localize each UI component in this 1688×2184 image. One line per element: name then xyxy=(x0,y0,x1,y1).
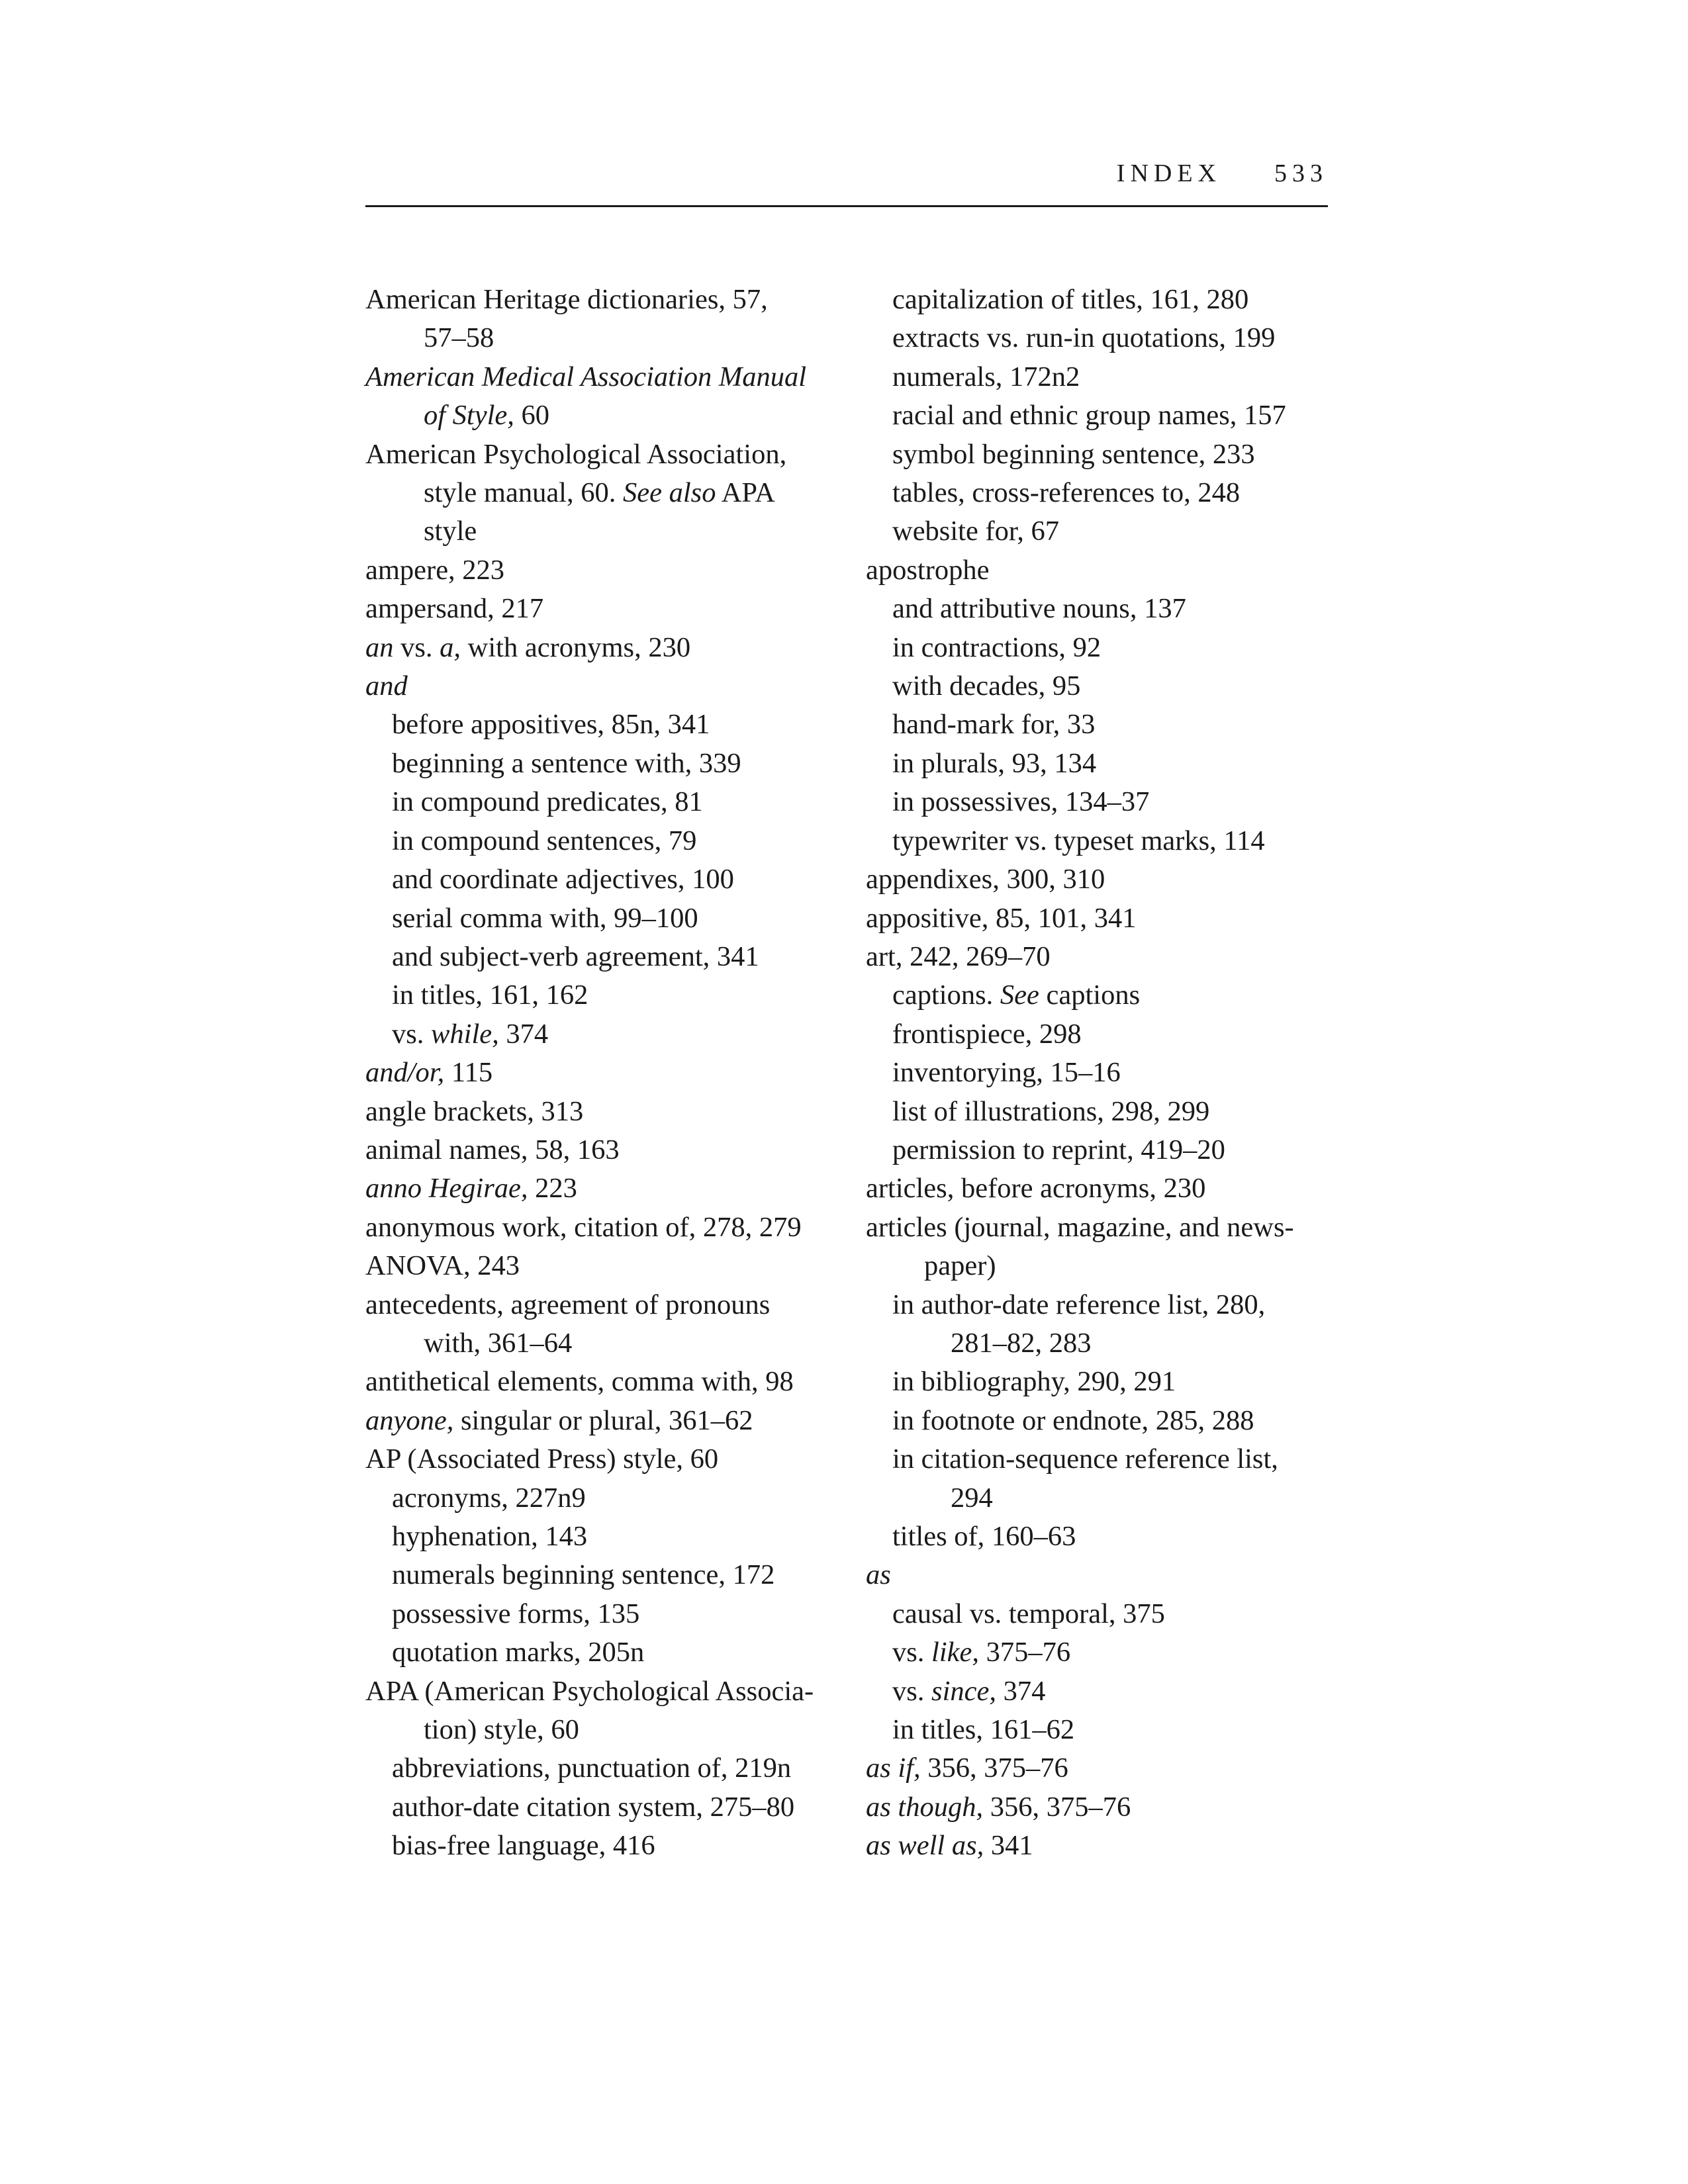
index-subentry xyxy=(866,1711,1329,1749)
italic-text: as well as, xyxy=(866,1830,984,1862)
entry-text: quotation marks, 205n xyxy=(392,1637,645,1668)
entry-text: 294 xyxy=(951,1482,993,1514)
entry-text: in titles, 161–62 xyxy=(892,1714,1075,1746)
entry-text: possessive forms, 135 xyxy=(392,1598,640,1629)
index-subentry xyxy=(866,1402,1329,1440)
entry-text: art, 242, 269–70 xyxy=(866,940,1051,972)
entry-text: 374 xyxy=(996,1675,1046,1707)
index-subentry xyxy=(866,1093,1329,1131)
index-subentry xyxy=(365,976,842,1015)
index-entry xyxy=(365,1131,842,1169)
index-subentry xyxy=(866,667,1329,705)
entry-text: in author-date reference list, 280, xyxy=(892,1289,1266,1320)
index-subentry xyxy=(866,705,1329,744)
italic-text: See xyxy=(1000,979,1039,1011)
entry-text: 341 xyxy=(984,1830,1033,1862)
entry-text: antithetical elements, comma with, 98 xyxy=(365,1366,794,1398)
entry-text: 281–82, 283 xyxy=(951,1327,1092,1359)
index-entry xyxy=(365,551,842,590)
entry-text: American Psychological Association, xyxy=(365,438,787,470)
index-entry xyxy=(365,281,842,358)
italic-text: anno Hegirae, xyxy=(365,1173,528,1205)
index-subentry xyxy=(866,1440,1329,1518)
entry-text: style xyxy=(424,516,477,547)
entry-text: in bibliography, 290, 291 xyxy=(892,1366,1176,1398)
index-entry xyxy=(365,1208,842,1247)
index-subentry xyxy=(365,1518,842,1556)
entry-text: 356, 375–76 xyxy=(920,1752,1068,1784)
italic-text: like, xyxy=(931,1637,980,1668)
italic-text: and/or, xyxy=(365,1057,445,1089)
entry-text: permission to reprint, 419–20 xyxy=(892,1134,1225,1165)
index-subentry xyxy=(365,705,842,744)
index-entry xyxy=(866,899,1329,938)
entry-text: capitalization of titles, 161, 280 xyxy=(892,284,1249,315)
entry-text: APA (American Psychological Associa- xyxy=(365,1675,814,1707)
index-subentry xyxy=(866,319,1329,357)
entry-text: tables, cross-references to, 248 xyxy=(892,477,1241,509)
page-number: 533 xyxy=(1274,159,1328,187)
entry-text: appendixes, 300, 310 xyxy=(866,864,1105,895)
header-title: INDEX xyxy=(1116,159,1221,187)
header-text xyxy=(1117,159,1328,188)
index-subentry xyxy=(365,1827,842,1865)
italic-text: American Medical Association Manual xyxy=(365,361,807,392)
entry-text: before appositives, 85n, 341 xyxy=(392,709,710,741)
index-subentry xyxy=(866,1054,1329,1092)
entry-text: APA xyxy=(716,477,775,509)
italic-text: anyone, xyxy=(365,1404,454,1436)
italic-text: as xyxy=(866,1559,891,1591)
index-subentry xyxy=(365,783,842,821)
italic-text: See also xyxy=(623,477,716,509)
index-entry xyxy=(866,1556,1329,1594)
italic-text: an xyxy=(365,631,394,663)
entry-text: typewriter vs. typeset marks, 114 xyxy=(892,825,1265,856)
entry-text: author-date citation system, 275–80 xyxy=(392,1791,795,1823)
index-entry xyxy=(365,1169,842,1208)
entry-text: beginning a sentence with, 339 xyxy=(392,747,741,779)
entry-text: and subject-verb agreement, 341 xyxy=(392,940,759,972)
entry-text: racial and ethnic group names, 157 xyxy=(892,400,1286,432)
index-subentry xyxy=(866,822,1329,860)
index-subentry xyxy=(866,629,1329,667)
index-entry xyxy=(866,1208,1329,1286)
entry-text: captions. xyxy=(892,979,1000,1011)
entry-text: with decades, 95 xyxy=(892,670,1081,702)
index-entry xyxy=(866,1749,1329,1788)
index-entry xyxy=(365,1440,842,1479)
entry-text: tion) style, 60 xyxy=(424,1714,579,1746)
index-entry xyxy=(866,551,1329,590)
entry-text: hand-mark for, 33 xyxy=(892,709,1096,741)
index-subentry xyxy=(365,899,842,938)
entry-text: vs. xyxy=(892,1637,932,1668)
index-subentry xyxy=(365,938,842,976)
entry-text: extracts vs. run-in quotations, 199 xyxy=(892,322,1276,354)
entry-text: with, 361–64 xyxy=(424,1327,573,1359)
index-entry xyxy=(365,1672,842,1750)
index-subentry xyxy=(365,1749,842,1788)
entry-text: apostrophe xyxy=(866,554,990,586)
entry-text: vs. xyxy=(392,1018,432,1050)
entry-text: anonymous work, citation of, 278, 279 xyxy=(365,1211,802,1243)
entry-text: ANOVA, 243 xyxy=(365,1250,520,1282)
entry-text: in citation-sequence reference list, xyxy=(892,1443,1278,1475)
italic-text: of Style, xyxy=(424,400,514,432)
index-subentry xyxy=(866,396,1329,435)
entry-text: angle brackets, 313 xyxy=(365,1095,584,1127)
index-subentry xyxy=(866,1015,1329,1054)
index-subentry xyxy=(365,860,842,899)
entry-text: numerals beginning sentence, 172 xyxy=(392,1559,775,1591)
entry-text: causal vs. temporal, 375 xyxy=(892,1598,1165,1629)
entry-text: vs. xyxy=(892,1675,932,1707)
index-column-right xyxy=(866,281,1329,1866)
entry-text: with acronyms, 230 xyxy=(461,631,691,663)
entry-text: frontispiece, 298 xyxy=(892,1018,1082,1050)
entry-text: 375–76 xyxy=(979,1637,1071,1668)
entry-text: AP (Associated Press) style, 60 xyxy=(365,1443,719,1475)
entry-text: 356, 375–76 xyxy=(983,1791,1131,1823)
index-entry xyxy=(365,1247,842,1285)
entry-text: hyphenation, 143 xyxy=(392,1521,588,1552)
entry-text: singular or plural, 361–62 xyxy=(453,1404,753,1436)
entry-text: style manual, 60. xyxy=(424,477,623,509)
index-subentry xyxy=(866,512,1329,551)
italic-text: as if, xyxy=(866,1752,921,1784)
index-entry xyxy=(365,590,842,628)
entry-text: titles of, 160–63 xyxy=(892,1521,1076,1552)
entry-text: 60 xyxy=(514,400,550,432)
entry-text: acronyms, 227n9 xyxy=(392,1482,586,1514)
entry-text: website for, 67 xyxy=(892,516,1060,547)
index-subentry xyxy=(365,745,842,783)
index-entry xyxy=(365,1363,842,1401)
entry-text: captions xyxy=(1039,979,1141,1011)
entry-text: in titles, 161, 162 xyxy=(392,979,588,1011)
entry-text: articles, before acronyms, 230 xyxy=(866,1173,1206,1205)
italic-text: a, xyxy=(440,631,461,663)
index-subentry xyxy=(866,1363,1329,1401)
entry-text: inventorying, 15–16 xyxy=(892,1057,1121,1089)
index-entry xyxy=(365,358,842,435)
entry-text: 115 xyxy=(444,1057,493,1089)
index-subentry xyxy=(866,1518,1329,1556)
entry-text: in possessives, 134–37 xyxy=(892,786,1150,818)
index-entry xyxy=(866,1827,1329,1865)
index-subentry xyxy=(866,1633,1329,1672)
index-subentry xyxy=(866,281,1329,319)
index-entry xyxy=(365,629,842,667)
index-subentry xyxy=(365,1633,842,1672)
entry-text: vs. xyxy=(393,631,440,663)
entry-text: ampere, 223 xyxy=(365,554,505,586)
index-subentry xyxy=(365,1595,842,1633)
index-subentry xyxy=(866,745,1329,783)
index-subentry xyxy=(866,1286,1329,1363)
index-subentry xyxy=(866,783,1329,821)
index-subentry xyxy=(866,590,1329,628)
entry-text: paper) xyxy=(924,1250,996,1282)
entry-text: in compound sentences, 79 xyxy=(392,825,697,856)
entry-text: in compound predicates, 81 xyxy=(392,786,703,818)
index-subentry xyxy=(365,1015,842,1054)
entry-text: and attributive nouns, 137 xyxy=(892,593,1186,625)
index-entry xyxy=(365,1286,842,1363)
index-subentry xyxy=(365,1788,842,1827)
index-entry xyxy=(365,667,842,705)
entry-text: numerals, 172n2 xyxy=(892,361,1080,392)
entry-text: list of illustrations, 298, 299 xyxy=(892,1095,1210,1127)
index-entry xyxy=(866,860,1329,899)
italic-text: and xyxy=(365,670,408,702)
italic-text: since, xyxy=(931,1675,996,1707)
entry-text: bias-free language, 416 xyxy=(392,1830,655,1862)
entry-text: antecedents, agreement of pronouns xyxy=(365,1289,771,1320)
entry-text: in contractions, 92 xyxy=(892,631,1102,663)
index-subentry xyxy=(866,358,1329,396)
index-subentry xyxy=(365,1556,842,1594)
index-subentry xyxy=(866,1672,1329,1711)
index-subentry xyxy=(866,474,1329,512)
index-subentry xyxy=(365,822,842,860)
index-subentry xyxy=(866,976,1329,1015)
entry-text: serial comma with, 99–100 xyxy=(392,902,698,934)
entry-text: articles (journal, magazine, and news- xyxy=(866,1211,1294,1243)
index-column-left xyxy=(365,281,842,1866)
italic-text: as though, xyxy=(866,1791,984,1823)
index-entry xyxy=(866,938,1329,976)
entry-text: appositive, 85, 101, 341 xyxy=(866,902,1137,934)
running-header xyxy=(365,146,1328,207)
index-subentry xyxy=(866,1131,1329,1169)
entry-text: symbol beginning sentence, 233 xyxy=(892,438,1255,470)
index-subentry xyxy=(365,1479,842,1518)
index-subentry xyxy=(866,1595,1329,1633)
entry-text: American Heritage dictionaries, 57, xyxy=(365,284,768,315)
entry-text: 57–58 xyxy=(424,322,494,354)
index-entry xyxy=(365,1093,842,1131)
index-entry xyxy=(365,1402,842,1440)
entry-text: in footnote or endnote, 285, 288 xyxy=(892,1404,1254,1436)
index-entry xyxy=(866,1169,1329,1208)
entry-text: 374 xyxy=(498,1018,549,1050)
italic-text: while, xyxy=(431,1018,499,1050)
entry-text: ampersand, 217 xyxy=(365,593,544,625)
index-entry xyxy=(365,435,842,551)
entry-text: 223 xyxy=(528,1173,577,1205)
index-entry xyxy=(866,1788,1329,1827)
index-subentry xyxy=(866,435,1329,474)
entry-text: abbreviations, punctuation of, 219n xyxy=(392,1752,792,1784)
entry-text: in plurals, 93, 134 xyxy=(892,747,1097,779)
index-entry xyxy=(365,1054,842,1092)
entry-text: animal names, 58, 163 xyxy=(365,1134,620,1165)
entry-text: and coordinate adjectives, 100 xyxy=(392,864,734,895)
